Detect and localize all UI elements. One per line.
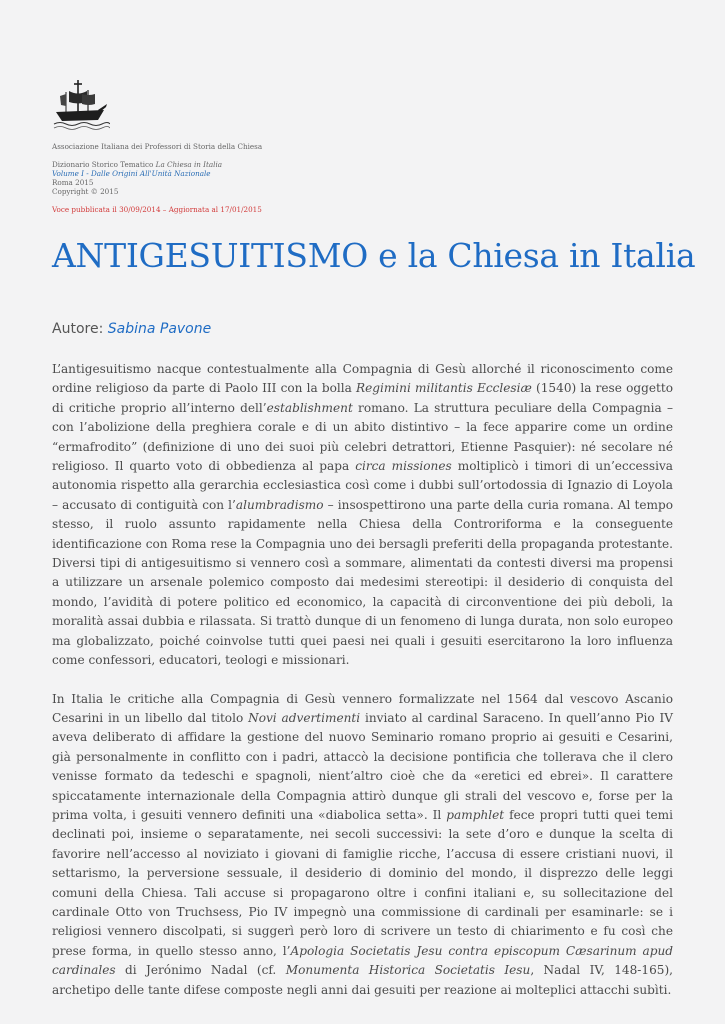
association-name: Associazione Italiana dei Professori di Storia della Chiesa [52, 142, 263, 151]
text-run: – insospettirono una parte della curia romana. Al tempo stesso, il ruolo assunto rapidamente nella Chiesa della Controriforma e la conseguente identificazione con Roma rese la Compagnia uno dei bersagli preferiti della propaganda protestante. Diversi tipi di antigesuitismo si vennero così a sommare, alimentati da contesti diversi ma propensi a utilizzare un arsenale polemico composto dai medesimi stereotipi: il desiderio di conquista del mondo, l’avidità di potere politico ed economico, la capacità di circonventione dei più deboli, la moralità assai dubbia e rilassata. Si trattò dunque di un fenomeno di lunga durata, non solo europeo ma globalizzato, poiché coinvolse tutti quei paesi nei quali i gesuiti esercitarono la loro influenza come confessori, educatori, teologi e missionari. [52, 497, 673, 668]
text-run: (1540) la rese oggetto di critiche proprio all’interno dell’ [52, 381, 673, 415]
italic-run: Monumenta Historica Societatis Iesu [285, 963, 531, 978]
paragraph-1 [52, 360, 673, 671]
text-run: moltiplicò i timori di un’eccessiva autonomia rispetto alla gerarchia ecclesiastica così come i dubbi sull’ortodossia di Ignazio di Loyola – accusato di contiguità con l’ [52, 459, 673, 512]
place-year: Roma 2015 [52, 178, 94, 187]
volume-line: Volume I - Dalle Origini All'Unità Nazionale [52, 169, 211, 178]
author-label: Autore: [52, 321, 108, 337]
article-title: ANTIGESUITISMO e la Chiesa in Italia [52, 236, 696, 275]
dictionary-title: La Chiesa in Italia [155, 160, 223, 169]
italic-run: Apologia Societatis Jesu contra episcopum Cæsarinum apud cardinales [52, 943, 674, 978]
text-run: romano. La struttura peculiare della Compagnia – con l’abolizione della preghiera corale e di un abito distintivo – la fece apparire come un ordine “ermafrodito” (definizione di uno dei suoi più celebri detrattori, Etienne Pasquier): né secolare né religioso. Il quarto voto di obbedienza al papa [52, 400, 673, 474]
publication-date: Voce pubblicata il 30/09/2014 – Aggiornata al 17/01/2015 [52, 205, 262, 214]
dictionary-line [52, 160, 262, 169]
italic-run: pamphlet [446, 807, 505, 822]
article-body [52, 360, 673, 1019]
text-run: L’antigesuitismo nacque contestualmente alla Compagnia di Gesù allorché il riconoscimento come ordine religioso da parte di Paolo III con la bolla [52, 362, 673, 396]
text-run: di Jerónimo Nadal (cf. [115, 963, 286, 978]
copyright: Copyright © 2015 [52, 187, 119, 196]
publication-meta [52, 142, 262, 214]
italic-run: Novi advertimenti [248, 710, 361, 725]
text-run: inviato al cardinal Saraceno. In quell’anno Pio IV aveva deliberato di affidare la gestione del nuovo Seminario romano proprio ai gesuiti e Cesarini, già personalmente in conflitto con i padri, attaccò la decisione pontificia che tollerava che il clero venisse formato da tedeschi e spagnoli, nient’altro cioè che da «eretici ed ebrei». Il carattere spiccatamente internazionale della Compagnia attirò dunque gli strali del vescovo e, forse per la prima volta, i gesuiti vennero definiti una «diabolica setta». Il [52, 710, 673, 822]
author-name: Sabina Pavone [107, 321, 212, 337]
italic-run: establishment [266, 400, 353, 415]
text-run: In Italia le critiche alla Compagnia di Gesù vennero formalizzate nel 1564 dal vescovo Ascanio Cesarini in un libello dal titolo [52, 691, 673, 725]
author-line [52, 321, 211, 337]
dictionary-prefix: Dizionario Storico Tematico [52, 160, 156, 169]
italic-run: Regimini militantis Ecclesiæ [355, 381, 532, 396]
text-run: fece propri tutti quei temi declinati poi, insieme o separatamente, nei secoli successivi: la sete d’oro e dunque la scelta di favorire nell’accesso al noviziato i giovani di famiglie ricche, l’accusa di essere cristiani nuovi, il settarismo, la perversione sessuale, il desiderio di dominio del mondo, il disprezzo delle leggi comuni della Chiesa. Tali accuse si propagarono oltre i confini italiani e, su sollecitazione del cardinale Otto von Truchsess, Pio IV impegnò una commissione di cardinali per esaminarle: se i religiosi vennero discolpati, si suggerì però loro di scrivere un testo di chiarimento e fu così che prese forma, in quello stesso anno, l’ [52, 807, 673, 958]
paragraph-2 [52, 690, 673, 1001]
italic-run: circa missiones [355, 459, 452, 474]
ship-logo-icon [52, 74, 110, 132]
italic-run: alumbradismo [235, 497, 324, 512]
text-run: , Nadal IV, 148-165), archetipo delle tante difese composte negli anni dai gesuiti per reazione ai molteplici attacchi subìti. [52, 963, 674, 997]
